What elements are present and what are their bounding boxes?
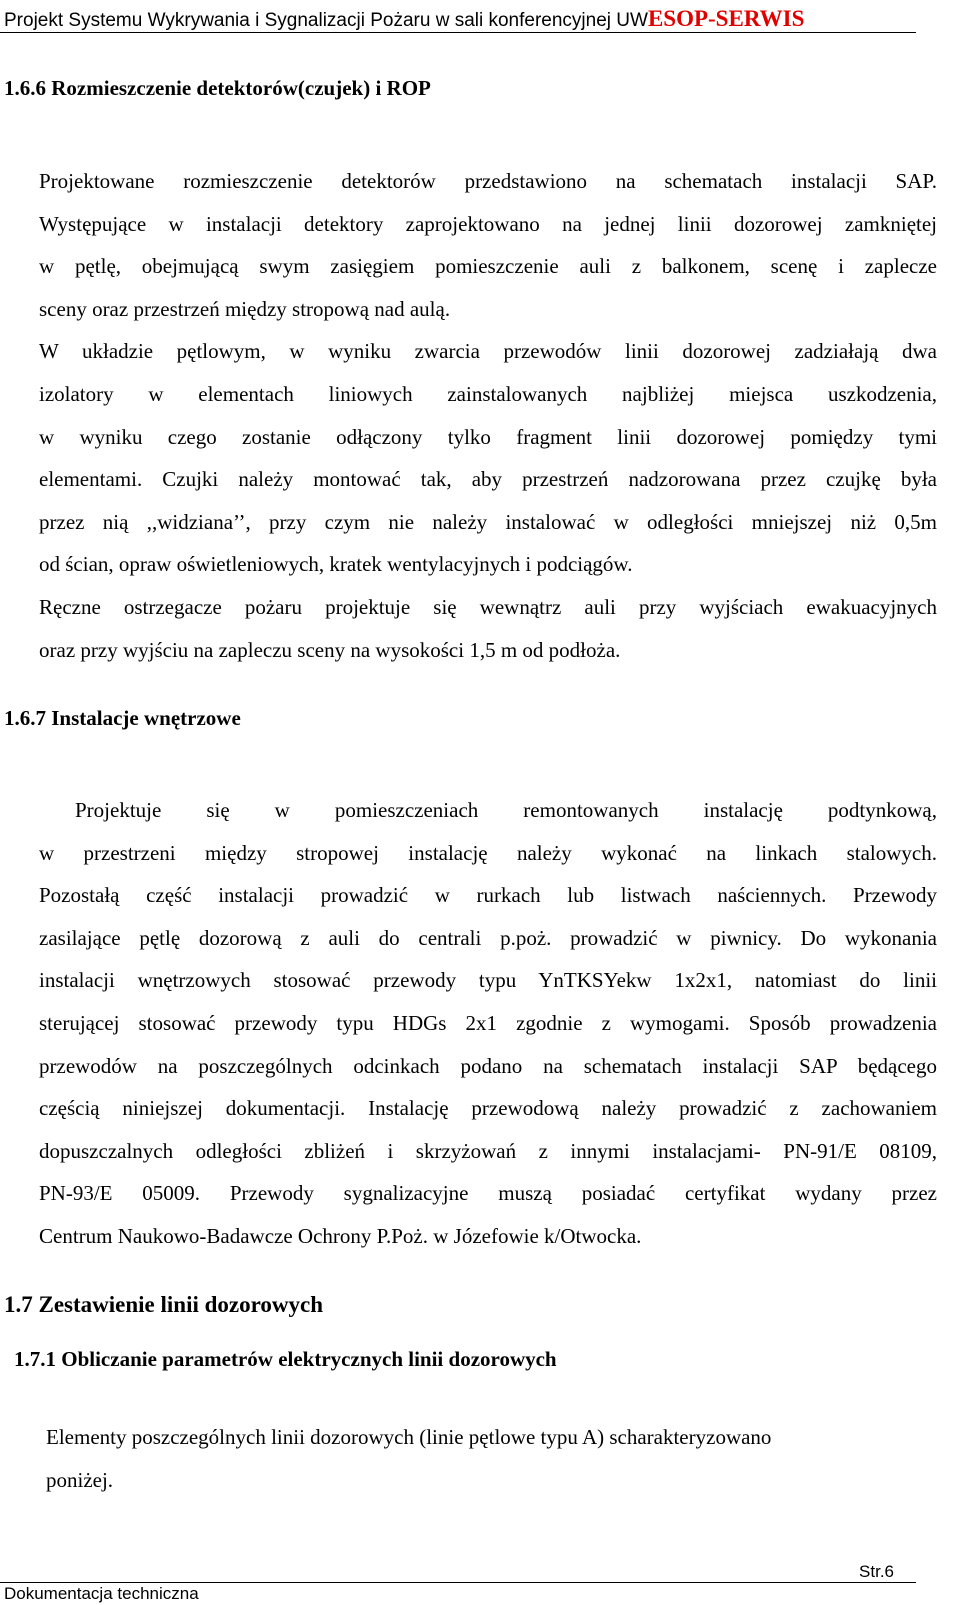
- footer-label: Dokumentacja techniczna: [4, 1584, 199, 1603]
- section-heading-1-6-6: 1.6.6 Rozmieszczenie detektorów(czujek) i ROP: [4, 76, 431, 100]
- text-line: W układzie pętlowym, w wyniku zwarcia przewodów linii dozorowej zadziałają dwa: [39, 339, 937, 364]
- text-line: instalacji wnętrzowych stosować przewody typu YnTKSYekw 1x2x1, natomiast do linii: [39, 968, 937, 993]
- text-line: PN-93/E 05009. Przewody sygnalizacyjne muszą posiadać certyfikat wydany przez: [39, 1181, 937, 1206]
- text-line: sterującej stosować przewody typu HDGs 2x1 zgodnie z wymogami. Sposób prowadzenia: [39, 1010, 937, 1035]
- text-line: w wyniku czego zostanie odłączony tylko fragment linii dozorowej pomiędzy tymi: [39, 424, 937, 449]
- section-heading-1-6-7: 1.6.7 Instalacje wnętrzowe: [4, 706, 241, 730]
- paragraph-1-6-6: [39, 160, 937, 671]
- header-title: Projekt Systemu Wykrywania i Sygnalizacji Pożaru w sali konferencyjnej UW: [4, 10, 648, 31]
- header-divider: [0, 32, 916, 33]
- text-line: w przestrzeni między stropowej instalację należy wykonać na linkach stalowych.: [39, 840, 937, 865]
- page-number: Str.6: [859, 1562, 894, 1581]
- text-line: Centrum Naukowo-Badawcze Ochrony P.Poż. w Józefowie k/Otwocka.: [39, 1223, 642, 1248]
- text-line: elementami. Czujki należy montować tak, aby przestrzeń nadzorowana przez czujkę była: [39, 467, 937, 492]
- text-line: poniżej.: [46, 1467, 114, 1492]
- section-heading-1-7-1: 1.7.1 Obliczanie parametrów elektrycznych linii dozorowych: [14, 1347, 557, 1371]
- text-line: Projektowane rozmieszczenie detektorów przedstawiono na schematach instalacji SAP.: [39, 169, 937, 193]
- paragraph-1-7-1: [46, 1416, 906, 1501]
- text-line: w pętlę, obejmującą swym zasięgiem pomieszczenie auli z balkonem, scenę i zaplecze: [39, 254, 937, 279]
- text-line: dopuszczalnych odległości zbliżeń i skrzyżowań z innymi instalacjami- PN-91/E 08109,: [39, 1138, 937, 1163]
- header-brand: ESOP-SERWIS: [647, 6, 805, 31]
- text-line: Elementy poszczególnych linii dozorowych (linie pętlowe typu A) scharakteryzowano: [46, 1425, 772, 1449]
- text-line: częścią niniejszej dokumentacji. Instalację przewodową należy prowadzić z zachowaniem: [39, 1096, 937, 1121]
- text-line: Ręczne ostrzegacze pożaru projektuje się wewnątrz auli przy wyjściach ewakuacyjnych: [39, 594, 937, 619]
- text-line: oraz przy wyjściu na zapleczu sceny na wysokości 1,5 m od podłoża.: [39, 637, 621, 662]
- text-line: Projektuje się w pomieszczeniach remontowanych instalację podtynkową,: [75, 798, 937, 822]
- page-header: [4, 6, 804, 32]
- text-line: Występujące w instalacji detektory zaprojektowano na jednej linii dozorowej zamkniętej: [39, 211, 937, 236]
- text-line: od ścian, opraw oświetleniowych, kratek wentylacyjnych i podciągów.: [39, 552, 633, 577]
- paragraph-1-6-7: [39, 789, 937, 1258]
- footer-divider: [0, 1582, 916, 1583]
- text-line: przez nią ,,widziana’’, przy czym nie należy instalować w odległości mniejszej niż 0,5m: [39, 509, 937, 534]
- text-line: przewodów na poszczególnych odcinkach podano na schematach instalacji SAP będącego: [39, 1053, 937, 1078]
- text-line: izolatory w elementach liniowych zainstalowanych najbliżej miejsca uszkodzenia,: [39, 381, 937, 406]
- text-line: zasilające pętlę dozorową z auli do centrali p.poż. prowadzić w piwnicy. Do wykonania: [39, 925, 937, 950]
- text-line: Pozostałą część instalacji prowadzić w rurkach lub listwach naściennych. Przewody: [39, 883, 937, 908]
- section-heading-1-7: 1.7 Zestawienie linii dozorowych: [4, 1292, 324, 1317]
- text-line: sceny oraz przestrzeń między stropową nad aulą.: [39, 296, 451, 321]
